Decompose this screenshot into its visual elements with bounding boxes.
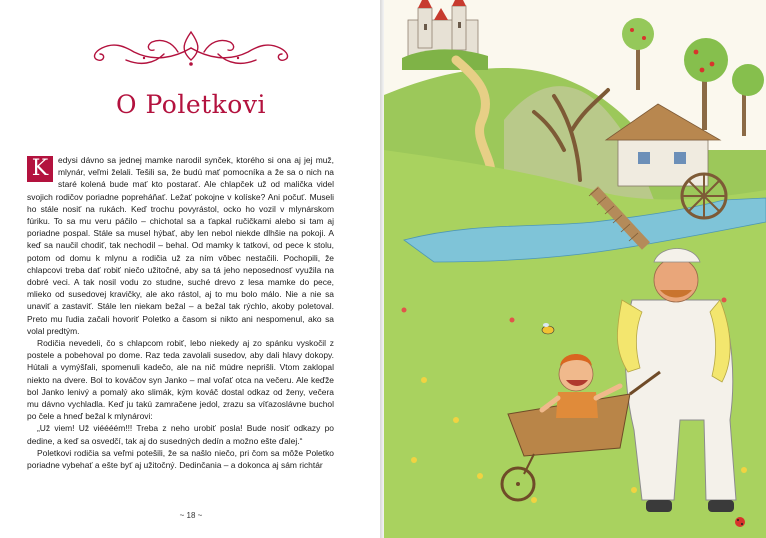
paragraph-2: Rodičia nevedeli, čo s chlapcom robiť, lebo niekedy aj zo spánku vyskočil z postele a pobehoval po dome. Raz teda zavolali susedov, aby dali hlavy dokopy. Hútali a vymýšľali, spomenuli kadečo, ale na nič múdre neprišli. Vtom zaklopal niekto na dvere. Bol to kováčov syn Janko – mal voľať otca na večeru. Ale keďže bol Janko lenivý a pomalý ako slimák, kým kováč dostal odkaz od ženy, večera mu dávno vychladla. Keď ju takú zamračene jedol, zrazu sa víťazoslávne buchol po čele a hneď bežal k mlynárovi: [27,338,334,422]
ladybug [735,517,745,527]
chapter-title: O Poletkovi [116,90,266,119]
paragraph-1-text: edysi dávno sa jednej mamke narodil synček, ktorého si ona aj jej muž, mlynár, veľmi želali. Tešili sa, že budú mať pomocníka a že sa o nich na staré kolená bude mať kto postarať. Ale chlapček už od malička videl svojich rodičov poriadne popreháňať. Ležať pokojne v kolíske? Ani počuť. Museli ho stále nosiť na rukách. Keď trochu povyrástol, ocko ho vozil v mlynárskom fúriku. To sa mu veru páčilo – chichotal sa a ťapkal ručičkami alebo si tam aj poriadne pospal. Stále sa musel hýbať, aby len nebol niekde dlhšie na pokoji. A keď sa naučil chodiť, tak nechodil – behal. Od mamky k tatkovi, od pece k stolu, potom od domu k mlynu a rodičia už za ním vôbec nestačili. Pochopili, že chlapcovi treba dať robiť niečo užitočné, aby sa tá jeho neposednosť využila na dobré veci. A tak nosil vodu zo studne, suché drevo z lesa mamke do pece, mlieko od susedovej kravičky, ale ako rástol, aj to mu bolo málo. Nie a nie sa unaviť a zastaviť. Stále len niekam bežal – a bežal tak rýchlo, akoby poletoval. Preto mu ľudia začali hovoriť Poletko a časom si nikto ani nespomenul, ako sa volal predtým. [27,155,334,336]
paragraph-4: Poletkovi rodičia sa veľmi potešili, že sa našlo niečo, pri čom sa môže Poletko poriadne vybehať a ešte byť aj užitočný. Dedinčania – a dokonca aj sám richtár [27,447,334,471]
paragraph-3: „Už viem! Už viéééém!!! Treba z neho urobiť posla! Bude nosiť odkazy po dedine, a keď sa osvedčí, tak aj do susedných dedín a možno ešte ďalej.“ [27,423,334,446]
right-page [384,0,766,538]
title-ornament [84,28,298,68]
paragraph-1 [27,154,334,337]
drop-cap: K [27,156,53,182]
page-number: ~ 18 ~ [179,511,203,520]
story-illustration [384,0,766,538]
story-text [27,154,334,471]
left-page [0,0,382,538]
